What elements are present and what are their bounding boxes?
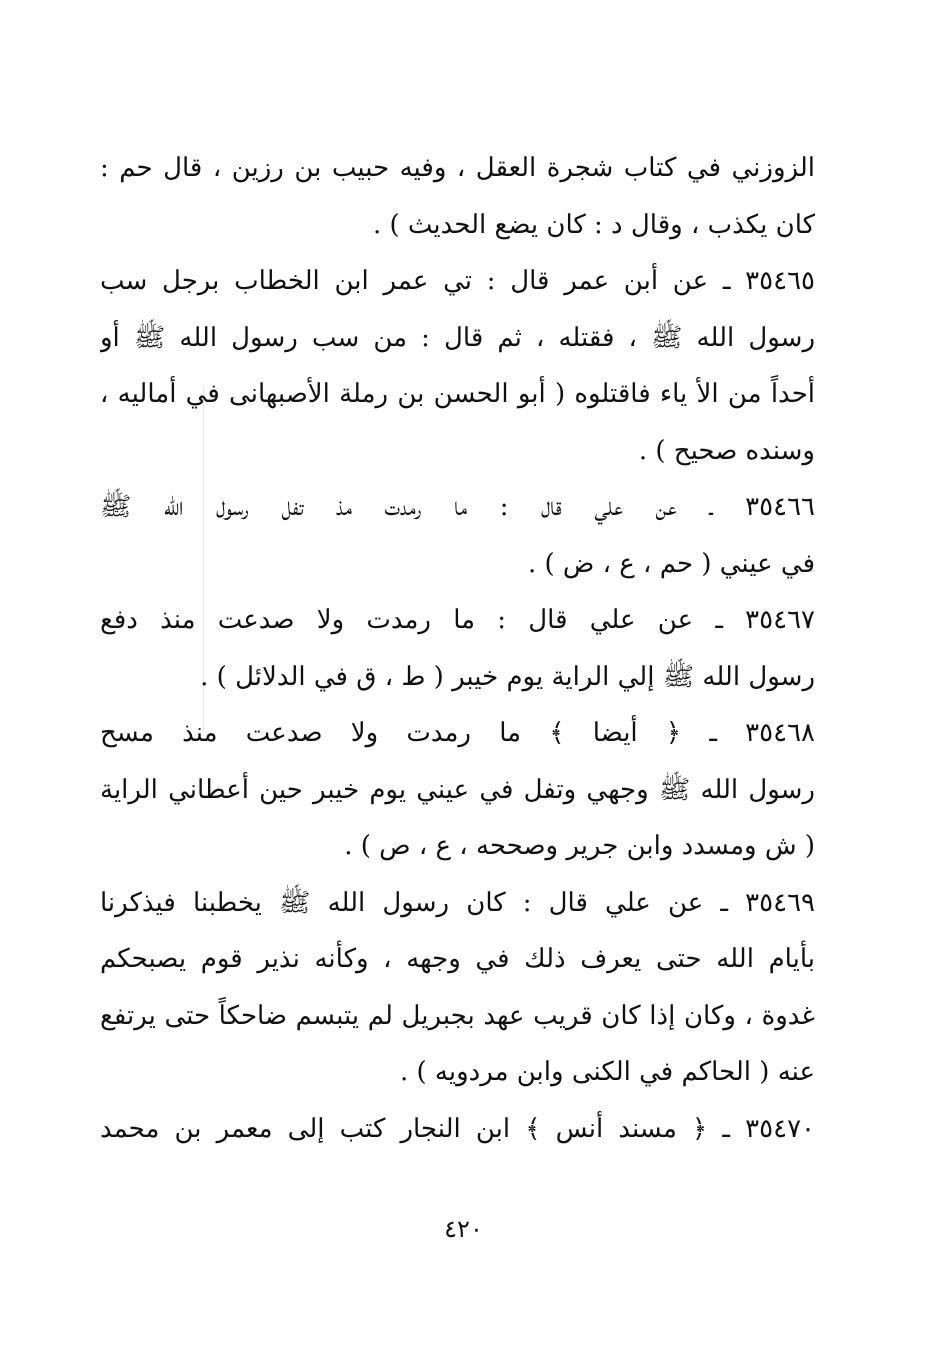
text-line-16: غدوة ، وكان إذا كان قريب عهد بجبريل لم يتبسم ضاحكاً حتى يرتفع <box>100 1000 815 1031</box>
body-text <box>100 140 815 1157</box>
text-line-4: رسول الله ﷺ ، فقتله ، ثم قال : من سب رسول الله ﷺ أو <box>100 322 815 353</box>
text-line-8: في عيني ( حم ، ع ، ض ) . <box>527 548 815 579</box>
text-line-6: وسنده صحيح ) . <box>638 435 815 466</box>
text-line-11: ٣٥٤٦٨ ـ ﴿ أيضا ﴾ ما رمدت ولا صدعت منذ مسح <box>100 718 815 748</box>
text-line-15: بأيام الله حتى يعرف ذلك في وجهه ، وكأنه نذير قوم يصبحكم <box>100 944 815 974</box>
text-line-7: ٣٥٤٦٦ ـ عن علي قال : ما رمدت مذ تفل رسول الله ﷺ <box>100 492 815 522</box>
text-line-2: كان يكذب ، وقال د : كان يضع الحديث ) . <box>372 209 815 240</box>
text-line-3: ٣٥٤٦٥ ـ عن أبن عمر قال : تي عمر ابن الخطاب برجل سب <box>100 266 815 296</box>
text-line-1: الزوزني في كتاب شجرة العقل ، وفيه حبيب بن رزين ، قال حم : <box>100 153 815 183</box>
text-line-18: ٣٥٤٧٠ ـ ﴿ مسند أنس ﴾ ابن النجار كتب إلى معمر بن محمد <box>100 1113 815 1144</box>
text-line-5: أحداً من الأ ياء فاقتلوه ( أبو الحسن بن رملة الأصبهانى في أماليه ، <box>100 379 815 409</box>
text-line-17: عنه ( الحاكم في الكنى وابن مردويه ) . <box>399 1057 815 1087</box>
text-line-12: رسول الله ﷺ وجهي وتفل في عيني يوم خيبر حين أعطاني الراية <box>100 774 815 805</box>
page-number: ٤٢٠ <box>444 1215 483 1243</box>
text-line-13: ( ش ومسدد وابن جرير وصححه ، ع ، ص ) . <box>344 831 815 861</box>
text-line-10: رسول الله ﷺ إلي الراية يوم خيبر ( ط ، ق في الدلائل ) . <box>200 661 815 692</box>
text-line-9: ٣٥٤٦٧ ـ عن علي قال : ما رمدت ولا صدعت منذ دفع <box>100 605 815 635</box>
text-line-14: ٣٥٤٦٩ ـ عن علي قال : كان رسول الله ﷺ يخطبنا فيذكرنا <box>100 887 815 918</box>
